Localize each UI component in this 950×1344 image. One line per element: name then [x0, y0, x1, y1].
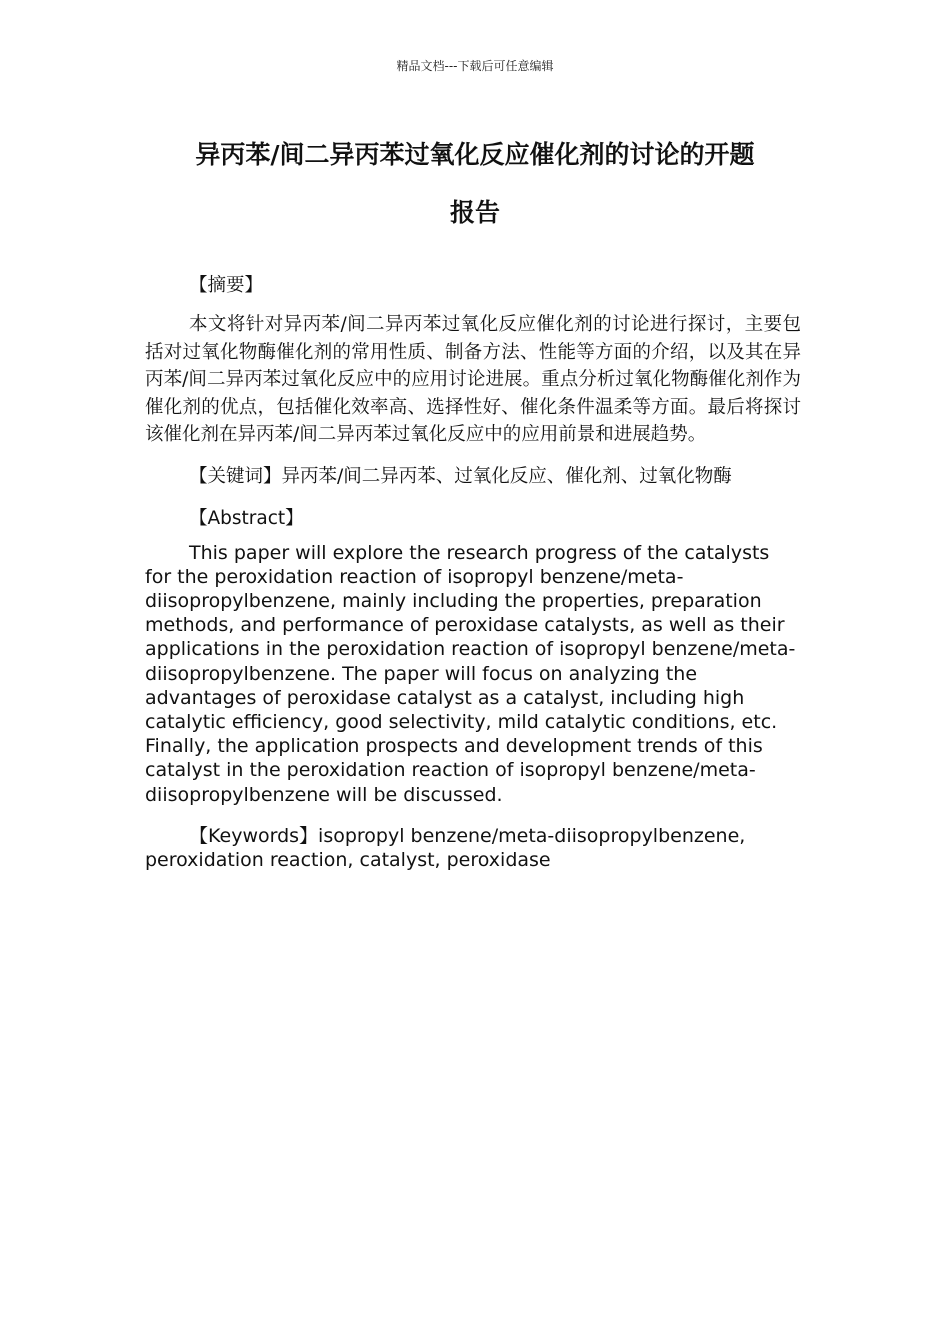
- abstract-en-text: This paper will explore the research progress of the catalysts for the peroxidation reaction of isopropyl benzene/meta-diisopropylbenzene, mainly including the properties, preparation methods, and performance of peroxidase catalysts, as well as their applications in the peroxidation reaction of isopropyl benzene/meta-diisopropylbenzene. The paper will focus on analyzing the advantages of peroxidase catalyst as a catalyst, including high catalytic efficiency, good selectivity, mild catalytic conditions, etc. Finally, the application prospects and development trends of this catalyst in the peroxidation reaction of isopropyl benzene/meta-diisopropylbenzene will be discussed.: [145, 541, 796, 806]
- abstract-zh-text: 本文将针对异丙苯/间二异丙苯过氧化反应催化剂的讨论进行探讨，主要包括对过氧化物酶催化剂的常用性质、制备方法、性能等方面的介绍，以及其在异丙苯/间二异丙苯过氧化反应中的应用讨论进展。重点分析过氧化物酶催化剂作为催化剂的优点，包括催化效率高、选择性好、催化条件温柔等方面。最后将探讨该催化剂在异丙苯/间二异丙苯过氧化反应中的应用前景和进展趋势。: [145, 314, 801, 445]
- document-body: [145, 270, 801, 872]
- abstract-en-label: 【Abstract】: [189, 507, 304, 529]
- keywords-zh: 【关键词】异丙苯/间二异丙苯、过氧化反应、催化剂、过氧化物酶: [189, 465, 732, 487]
- document-title: [145, 126, 805, 242]
- document-title-line-2: 报告: [449, 198, 500, 227]
- abstract-zh-label: 【摘要】: [189, 275, 264, 296]
- page-header-note: 精品文档---下载后可任意编辑: [396, 59, 554, 73]
- keywords-en: 【Keywords】isopropyl benzene/meta-diisopropylbenzene, peroxidation reaction, catalyst, peroxidase: [145, 824, 746, 871]
- document-title-line-1: 异丙苯/间二异丙苯过氧化反应催化剂的讨论的开题: [195, 140, 755, 169]
